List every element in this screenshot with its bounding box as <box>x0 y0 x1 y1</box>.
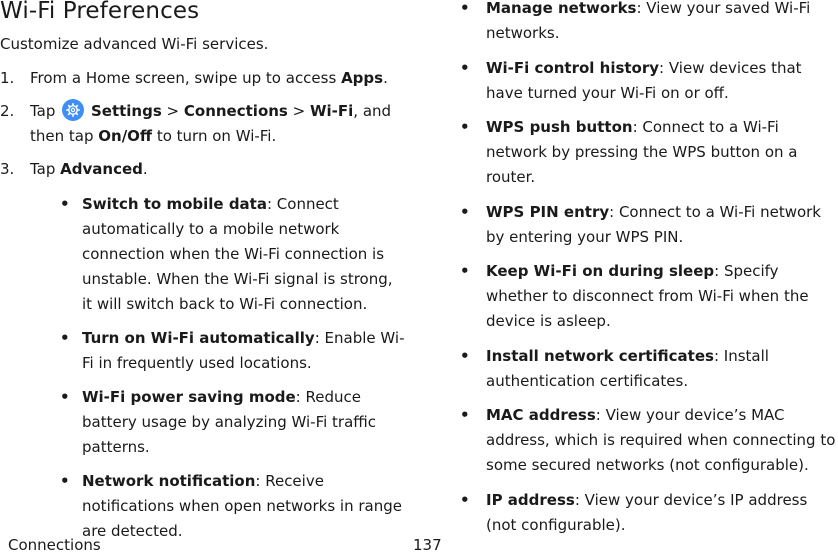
left-column <box>0 66 405 553</box>
bullet-dot: • <box>60 388 70 406</box>
separator: > <box>287 102 310 120</box>
list-item <box>460 403 838 478</box>
list-item <box>460 488 838 538</box>
bullet-dot: • <box>460 406 470 424</box>
option-desc: : Specify whether to disconnect from Wi-Fi when the device is asleep. <box>486 262 809 330</box>
option-term: MAC address <box>486 406 596 424</box>
option-term: Network notification <box>82 472 256 490</box>
step-3 <box>0 157 405 544</box>
list-item <box>460 115 838 190</box>
onoff-label: On/Off <box>98 127 153 145</box>
option-term: WPS push button <box>486 118 633 136</box>
step-number: 2. <box>0 102 15 120</box>
step-text: , and then tap <box>30 102 392 145</box>
list-item <box>460 259 838 334</box>
option-desc: : Enable Wi-Fi in frequently used locations. <box>82 329 405 372</box>
option-desc: : Reduce battery usage by analyzing Wi-Fi traffic patterns. <box>82 388 377 456</box>
step-text-end: . <box>142 160 148 178</box>
option-term: Wi-Fi control history <box>486 58 660 77</box>
option-term: Wi-Fi power saving mode <box>82 388 296 406</box>
list-item <box>60 326 405 376</box>
option-term: Switch to mobile data <box>82 195 267 213</box>
connections-label: Connections <box>183 102 288 120</box>
step-1 <box>0 66 405 91</box>
option-desc: : View your device’s IP address (not configurable). <box>486 490 808 534</box>
bullet-dot: • <box>60 472 70 490</box>
step-text-end: to turn on Wi-Fi. <box>152 127 277 145</box>
option-term: WPS PIN entry <box>486 202 610 221</box>
option-term: IP address <box>486 490 575 509</box>
option-desc: : Connect automatically to a mobile network connection when the Wi-Fi connection is unstable. When the Wi-Fi signal is strong, it will switch back to Wi-Fi connection. <box>82 195 393 313</box>
list-item <box>460 0 838 46</box>
bullet-dot: • <box>460 490 470 509</box>
option-desc: : Connect to a Wi-Fi network by pressing the WPS button on a router. <box>486 118 798 186</box>
list-item <box>460 56 838 106</box>
option-desc: : View your saved Wi-Fi networks. <box>486 0 811 42</box>
option-desc: : View devices that have turned your Wi-Fi on or off. <box>486 58 802 102</box>
list-item <box>60 385 405 460</box>
bullet-dot: • <box>460 262 470 280</box>
wifi-label: Wi-Fi <box>309 102 354 120</box>
separator: > <box>161 102 184 120</box>
list-item <box>60 192 405 317</box>
step-text-end: . <box>383 69 388 87</box>
right-column <box>460 0 838 547</box>
settings-label: Settings <box>90 102 162 120</box>
bullet-dot: • <box>460 118 470 136</box>
step-text: Tap <box>30 102 56 120</box>
step-number: 3. <box>0 160 15 178</box>
page-subtitle: Customize advanced Wi-Fi services. <box>0 35 269 53</box>
advanced-label: Advanced <box>60 160 143 178</box>
step-text: Tap <box>30 160 61 178</box>
bullet-dot: • <box>460 0 470 17</box>
step-2 <box>0 99 405 149</box>
step-number: 1. <box>0 69 15 87</box>
footer-section: Connections <box>8 536 101 554</box>
page-number: 137 <box>413 536 442 554</box>
list-item <box>460 200 838 250</box>
step-text: From a Home screen, swipe up to access <box>30 69 342 87</box>
bullet-dot: • <box>460 202 470 221</box>
advanced-options-list <box>60 192 405 544</box>
option-desc: : Connect to a Wi-Fi network by entering your WPS PIN. <box>486 202 821 246</box>
option-term: Turn on Wi-Fi automatically <box>82 329 315 347</box>
step-bold: Apps <box>341 69 384 87</box>
bullet-dot: • <box>60 329 70 347</box>
option-desc: : View your device’s MAC address, which is required when connecting to some secured networks (not configurable). <box>486 406 836 474</box>
option-term: Keep Wi-Fi on during sleep <box>486 262 715 280</box>
bullet-dot: • <box>60 195 70 213</box>
page-title: Wi-Fi Preferences <box>0 0 200 24</box>
bullet-dot: • <box>460 346 470 365</box>
option-desc: : Install authentication certificates. <box>486 346 769 390</box>
list-item <box>460 344 838 394</box>
option-term: Install network certificates <box>486 346 714 365</box>
bullet-dot: • <box>460 58 470 77</box>
list-item <box>60 469 405 544</box>
gear-icon <box>62 99 84 121</box>
option-term: Manage networks <box>486 0 637 17</box>
option-desc: : Receive notifications when open networks in range are detected. <box>82 472 402 540</box>
